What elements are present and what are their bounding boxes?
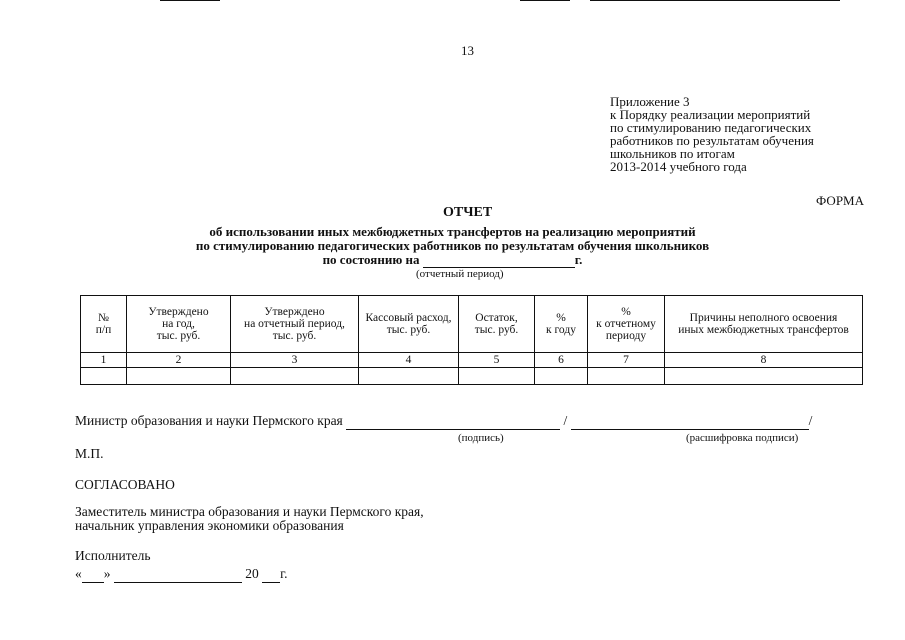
date-open-quote: «: [75, 566, 82, 581]
report-title: ОТЧЕТ: [443, 205, 493, 220]
as-of-label: по состоянию на: [322, 252, 420, 267]
date-close-quote: »: [103, 566, 111, 581]
column-number: 3: [231, 353, 359, 368]
column-number: 8: [665, 353, 863, 368]
page-number: 13: [461, 43, 474, 58]
date-year-suffix: г.: [280, 566, 288, 581]
date-day-field[interactable]: [82, 566, 104, 583]
header-cell: № п/п: [81, 296, 127, 353]
as-of-date-field[interactable]: [423, 253, 575, 268]
form-label: ФОРМА: [816, 193, 864, 208]
minister-title: Министр образования и науки Пермского края: [75, 413, 343, 428]
header-cell: Утверждено на отчетный период, тыс. руб.: [231, 296, 359, 353]
subtitle-line-3: [0, 253, 905, 268]
report-subtitle: [0, 225, 905, 268]
header-cell: % к году: [535, 296, 588, 353]
decode-caption: (расшифровка подписи): [686, 432, 799, 444]
signature-separator: /: [563, 413, 568, 428]
header-cell: Кассовый расход, тыс. руб.: [359, 296, 459, 353]
appendix-line: работников по результатам обучения: [610, 133, 814, 148]
appendix-line: Приложение 3: [610, 94, 690, 109]
table-row: [81, 368, 863, 385]
table-header-row: [81, 296, 863, 353]
top-rule-left: [160, 0, 220, 1]
date-line: [75, 566, 288, 583]
table-cell[interactable]: [665, 368, 863, 385]
header-cell: Утверждено на год, тыс. руб.: [127, 296, 231, 353]
appendix-line: по стимулированию педагогических: [610, 120, 812, 135]
executor-label: Исполнитель: [75, 548, 151, 563]
table-cell[interactable]: [231, 368, 359, 385]
date-year-prefix: 20: [245, 566, 259, 581]
column-number: 7: [588, 353, 665, 368]
signature-decode-field[interactable]: [571, 413, 809, 430]
subtitle-line-1: об использовании иных межбюджетных трансфертов на реализацию мероприятий: [209, 224, 696, 239]
report-table: [80, 295, 863, 385]
subtitle-line-2: по стимулированию педагогических работников по результатам обучения школьников: [195, 238, 710, 253]
stamp-place: М.П.: [75, 446, 104, 461]
column-number: 2: [127, 353, 231, 368]
date-month-field[interactable]: [114, 566, 242, 583]
appendix-line: к Порядку реализации мероприятий: [610, 107, 811, 122]
minister-signature-line: [75, 413, 812, 430]
table-cell[interactable]: [588, 368, 665, 385]
deputy-title-2: начальник управления экономики образования: [75, 518, 344, 533]
deputy-title-1: Заместитель министра образования и науки Пермского края,: [75, 504, 424, 519]
top-rule-center: [520, 0, 570, 1]
signature-end-slash: /: [808, 413, 813, 428]
table-cell[interactable]: [535, 368, 588, 385]
table-cell[interactable]: [127, 368, 231, 385]
agreed-heading: СОГЛАСОВАНО: [75, 477, 175, 492]
signature-caption: (подпись): [458, 432, 504, 444]
top-rule-right: [590, 0, 840, 1]
table-cell[interactable]: [359, 368, 459, 385]
signature-field[interactable]: [346, 413, 560, 430]
column-number: 6: [535, 353, 588, 368]
column-number: 4: [359, 353, 459, 368]
header-cell: Остаток, тыс. руб.: [459, 296, 535, 353]
appendix-line: школьников по итогам: [610, 146, 735, 161]
appendix-line: 2013-2014 учебного года: [610, 159, 747, 174]
column-number: 5: [459, 353, 535, 368]
period-caption: (отчетный период): [416, 268, 504, 280]
table-cell[interactable]: [459, 368, 535, 385]
table-cell[interactable]: [81, 368, 127, 385]
date-year-field[interactable]: [262, 566, 280, 583]
year-suffix: г.: [574, 252, 583, 267]
appendix-block: [610, 95, 814, 173]
header-cell: Причины неполного освоения иных межбюджетных трансфертов: [665, 296, 863, 353]
column-number: 1: [81, 353, 127, 368]
table-number-row: [81, 353, 863, 368]
header-cell: % к отчетному периоду: [588, 296, 665, 353]
